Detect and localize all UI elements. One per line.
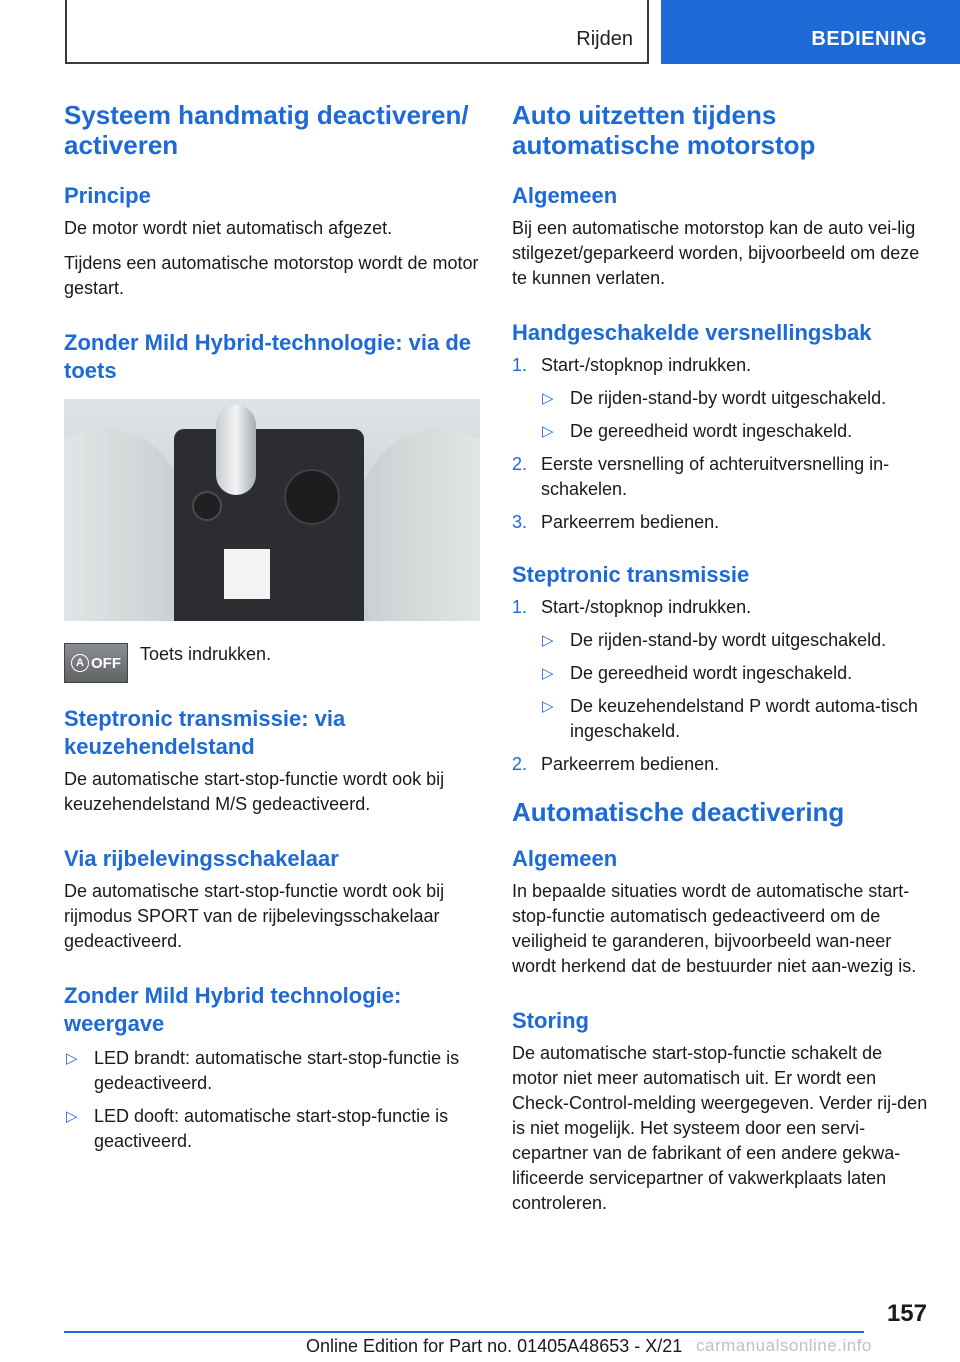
deactivering-title: Automatische deactivering xyxy=(512,797,845,827)
triangle-bullet-icon: ▷ xyxy=(542,698,554,715)
schakelaar-heading: Via rijbelevingsschakelaar xyxy=(64,846,339,871)
steptronic-steps xyxy=(512,595,928,620)
triangle-bullet-icon: ▷ xyxy=(542,665,554,682)
handgeschakeld-steps xyxy=(512,353,928,378)
watermark-logo: carmanualsonline.info xyxy=(696,1336,872,1355)
list-item: ▷ De gereedheid wordt ingeschakeld. xyxy=(512,419,928,444)
footer-rule xyxy=(64,1331,864,1333)
header-frame xyxy=(65,0,649,64)
list-item: 1. Start-/stopknop indrukken. xyxy=(512,597,752,617)
list-item: ▷ LED dooft: automatische start-stop-functie is geactiveerd. xyxy=(66,1106,449,1151)
weergave-list xyxy=(64,1046,480,1154)
storing-text: De automatische start-stop-functie schakelt de motor niet meer automatisch uit. Er wordt een Check-Control-melding weergegeven. Verder rij-den is niet mogelijk. Het systeem door een servi-cepartner van de fabrikant of een andere gekwa-lificeerde servicepartner of vakwerkplaats laten controleren. xyxy=(512,1043,928,1213)
handgeschakeld-heading: Handgeschakelde versnellingsbak xyxy=(512,320,872,345)
triangle-bullet-icon: ▷ xyxy=(542,632,554,649)
center-console-photo xyxy=(64,399,480,621)
list-item: 1. Start-/stopknop indrukken. xyxy=(512,355,752,375)
list-item: 2. Eerste versnelling of achteruitversnelling in-schakelen. xyxy=(512,454,890,499)
page-number: 157 xyxy=(886,1300,927,1327)
left-title: Systeem handmatig deactiveren/ activeren xyxy=(64,100,469,160)
list-item: 3. Parkeerrem bedienen. xyxy=(512,512,720,532)
principe-text-1: De motor wordt niet automatisch afgezet. xyxy=(64,218,393,238)
steptronic-left-text: De automatische start-stop-functie wordt ook bij keuzehendelstand M/S gedeactiveerd. xyxy=(64,769,445,814)
auto-start-stop-off-icon: A OFF xyxy=(64,643,128,683)
list-item: ▷ De rijden-stand-by wordt uitgeschakeld. xyxy=(512,628,928,653)
chapter-label: BEDIENING xyxy=(811,28,927,50)
steptronic-right-heading: Steptronic transmissie xyxy=(512,562,750,587)
list-item: ▷ De gereedheid wordt ingeschakeld. xyxy=(512,661,928,686)
toets-icon-row xyxy=(64,643,480,683)
chapter-tab[interactable] xyxy=(661,0,960,64)
right-title: Auto uitzetten tijdens automatische motorstop xyxy=(512,100,816,160)
left-column xyxy=(64,100,480,1162)
list-item: 2. Parkeerrem bedienen. xyxy=(512,754,720,774)
triangle-bullet-icon: ▷ xyxy=(66,1050,78,1067)
handgeschakeld-substeps xyxy=(512,386,928,444)
list-item: ▷ LED brandt: automatische start-stop-functie is gedeactiveerd. xyxy=(66,1048,460,1093)
schakelaar-text: De automatische start-stop-functie wordt ook bij rijmodus SPORT van de rijbelevingsschakelaar gedeactiveerd. xyxy=(64,881,445,951)
deactivering-algemeen-text: In bepaalde situaties wordt de automatische start-stop-functie automatisch gedeactiveerd om de veiligheid te garanderen, bijvoorbeeld wan-neer wordt herkend dat de bestuurder niet aan-wezig is. xyxy=(512,881,917,976)
steptronic-left-heading: Steptronic transmissie: via keuzehendelstand xyxy=(64,706,346,759)
principe-heading: Principe xyxy=(64,183,151,208)
algemeen-heading: Algemeen xyxy=(512,183,618,208)
zonder-toets-heading: Zonder Mild Hybrid-technologie: via de toets xyxy=(64,330,472,383)
section-title: Rijden xyxy=(576,28,633,50)
principe-text-2: Tijdens een automatische motorstop wordt de motor gestart. xyxy=(64,253,479,298)
algemeen-text: Bij een automatische motorstop kan de auto vei-lig stilgezet/geparkeerd worden, bijvoorbeeld om deze te kunnen verlaten. xyxy=(512,218,920,288)
storing-heading: Storing xyxy=(512,1008,589,1033)
deactivering-algemeen-heading: Algemeen xyxy=(512,846,618,871)
triangle-bullet-icon: ▷ xyxy=(66,1108,78,1125)
edition-note: Online Edition for Part no. 01405A48653 - X/21 xyxy=(306,1336,683,1356)
toets-caption: Toets indrukken. xyxy=(140,644,272,664)
triangle-bullet-icon: ▷ xyxy=(542,423,554,440)
list-item: ▷ De keuzehendelstand P wordt automa-tisch ingeschakeld. xyxy=(542,696,918,741)
list-item: ▷ De rijden-stand-by wordt uitgeschakeld. xyxy=(512,386,928,411)
weergave-heading: Zonder Mild Hybrid technologie: weergave xyxy=(64,983,402,1036)
triangle-bullet-icon: ▷ xyxy=(542,390,554,407)
icon-off-label: OFF xyxy=(91,654,121,672)
steptronic-substeps xyxy=(512,628,928,744)
right-column xyxy=(512,100,928,1226)
